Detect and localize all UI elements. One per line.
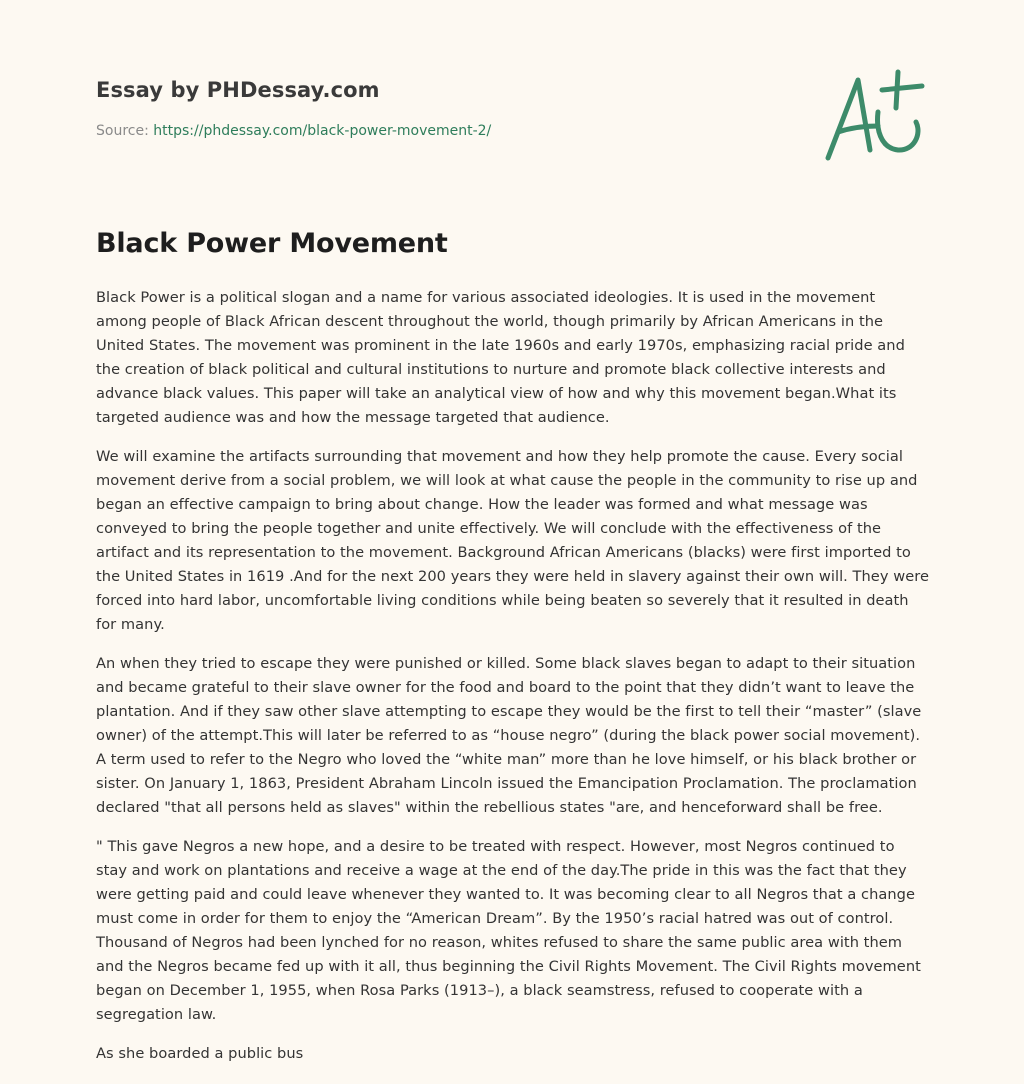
essay-paragraph: Black Power is a political slogan and a name for various associated ideologies. It is used in the movement among people of Black African descent throughout the world, though primarily by African Americans in the United States. The movement was prominent in the late 1960s and early 1970s, emphasizing racial pride and the creation of black political and cultural institutions to nurture and promote black collective interests and advance black values. This paper will take an analytical view of how and why this movement began.What its targeted audience was and how the message targeted that audience. (96, 289, 905, 426)
page-header (96, 76, 796, 141)
source-line (96, 121, 796, 141)
source-label: Source: (96, 123, 154, 139)
brand-title: Essay by PHDessay.com (96, 78, 380, 102)
essay-paragraph: An when they tried to escape they were punished or killed. Some black slaves began to adapt to their situation and became grateful to their slave owner for the food and board to the point that they didn’t want to leave the plantation. And if they saw other slave attempting to escape they would be the first to tell their “master” (slave owner) of the attempt.This will later be referred to as “house negro” (during the black power social movement). A term used to refer to the Negro who loved the “white man” more than he love himself, or his black brother or sister. On January 1, 1863, President Abraham Lincoln issued the Emancipation Proclamation. The proclamation declared "that all persons held as slaves" within the rebellious states "are, and henceforward shall be free. (96, 655, 922, 816)
essay-paragraph: " This gave Negros a new hope, and a desire to be treated with respect. However, most Negros continued to stay and work on plantations and receive a wage at the end of the day.The pride in this was the fact that they were getting paid and could leave whenever they wanted to. It was becoming clear to all Negros that a change must come in order for them to enjoy the “American Dream”. By the 1950’s racial hatred was out of control. Thousand of Negros had been lynched for no reason, whites refused to share the same public area with them and the Negros became fed up with it all, thus beginning the Civil Rights Movement. The Civil Rights movement began on December 1, 1955, when Rosa Parks (1913–), a black seamstress, refused to cooperate with a segregation law. (96, 838, 921, 1023)
essay-paragraph: We will examine the artifacts surrounding that movement and how they help promote the cause. Every social movement derive from a social problem, we will look at what cause the people in the community to rise up and began an effective campaign to bring about change. How the leader was formed and what message was conveyed to bring the people together and unite effectively. We will conclude with the effectiveness of the artifact and its representation to the movement. Background African Americans (blacks) were first imported to the United States in 1619 .And for the next 200 years they were held in slavery against their own will. They were forced into hard labor, uncomfortable living conditions while being beaten so severely that it resulted in death for many. (96, 448, 929, 633)
source-link[interactable]: https://phdessay.com/black-power-movement-2/ (153, 123, 492, 139)
essay-paragraph: As she boarded a public bus (96, 1045, 304, 1062)
essay-title: Black Power Movement (96, 228, 448, 259)
essay-content (96, 224, 930, 1081)
a-plus-grade-icon (820, 66, 930, 166)
